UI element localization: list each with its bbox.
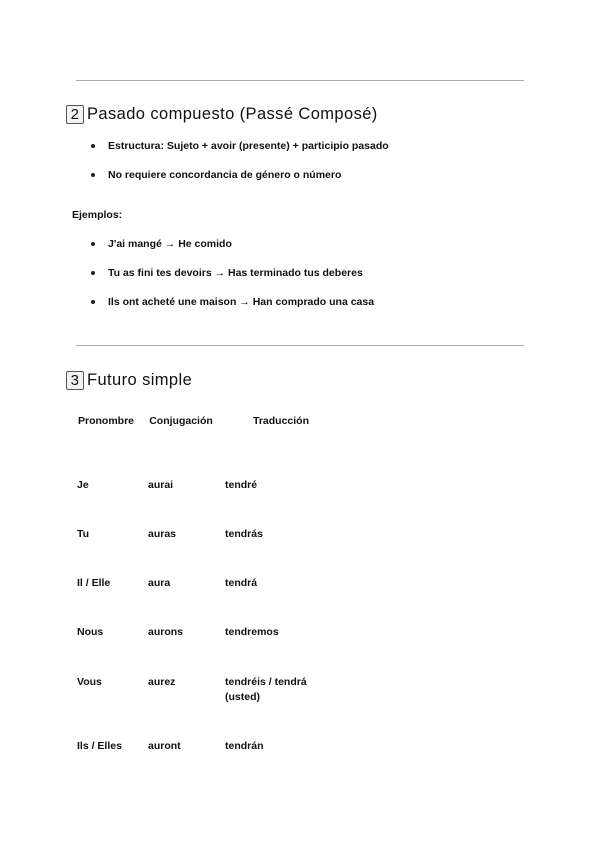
section-3-heading	[66, 371, 192, 390]
examples-label: Ejemplos:	[72, 209, 123, 221]
bullet-icon	[91, 271, 95, 275]
list-item: J'ai mangé → He comido	[91, 237, 374, 266]
bullet-icon	[91, 300, 95, 304]
table-header-conjugation: Conjugación	[149, 415, 213, 427]
structure-list	[91, 139, 389, 197]
list-item: Estructura: Sujeto + avoir (presente) + participio pasado	[91, 139, 389, 168]
bullet-icon	[91, 242, 95, 246]
section-2-title: Pasado compuesto (Passé Composé)	[87, 105, 378, 123]
section-2-heading	[66, 105, 378, 124]
examples-list	[91, 237, 374, 324]
list-item: No requiere concordancia de género o número	[91, 168, 389, 197]
divider-middle	[76, 345, 524, 346]
section-3-title: Futuro simple	[87, 371, 193, 389]
bullet-icon	[91, 173, 95, 177]
section-number-badge: 2	[66, 105, 84, 124]
list-item: Ils ont acheté une maison → Han comprado una casa	[91, 295, 374, 324]
bullet-icon	[91, 144, 95, 148]
divider-top	[76, 80, 524, 81]
table-header-pronoun: Pronombre	[78, 415, 135, 427]
section-number-badge: 3	[66, 371, 84, 390]
list-item: Tu as fini tes devoirs → Has terminado tus deberes	[91, 266, 374, 295]
table-header-translation: Traducción	[253, 415, 310, 427]
